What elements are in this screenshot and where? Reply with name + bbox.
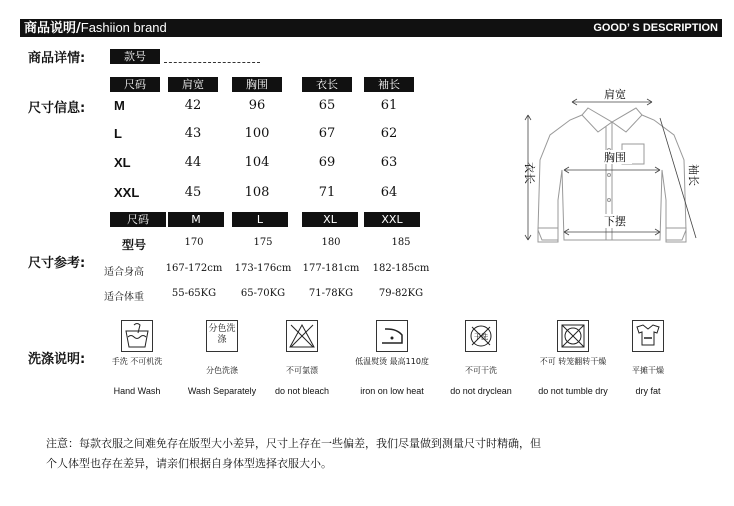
size-info-size: M [114,98,125,113]
no-tumble-dry-icon [558,321,588,351]
size-info-value: 67 [318,126,336,141]
size-info-header-cell: 衣长 [302,77,352,92]
size-ref-value: 182-185cm [372,263,430,274]
size-note [46,434,726,474]
size-ref-header-cell: 尺码 [110,212,166,227]
size-ref-value: 173-176cm [234,263,292,274]
wash-item-cn: 不可氯漂 [286,366,318,375]
wash-label: 洗涤说明: [28,352,86,367]
size-info-value: 63 [380,155,398,170]
size-ref-value: 71-78KG [308,288,354,299]
style-number-tag: 款号 [110,49,160,64]
size-ref-header-cell: M [168,212,224,227]
wash-item-cn: 手洗 不可机洗 [111,357,163,366]
hand-wash-icon [122,321,152,351]
size-info-value: 44 [184,155,202,170]
wash-icon-box [286,320,318,352]
wash-item-en: Hand Wash [113,386,161,396]
diagram-chest-label: 胸围 [604,151,626,164]
wash-item-en: iron on low heat [360,386,424,396]
diagram-shoulder-label: 肩宽 [604,88,626,101]
size-ref-row-label: 适合身高 [104,267,144,278]
wash-item-cn: 不可干洗 [465,366,497,375]
size-ref-value: 170 [184,237,204,248]
size-ref-label: 尺寸参考: [28,256,86,271]
size-info-value: 71 [318,185,336,200]
wash-item-cn: 分色洗涤 [206,366,238,375]
wash-item-en: Wash Separately [187,386,257,396]
size-ref-value: 167-172cm [165,263,223,274]
details-label: 商品详情: [28,51,86,66]
no-bleach-icon [287,321,317,351]
header-title-sep: / [76,21,81,36]
dry-flat-icon [633,321,663,351]
wash-item-cn: 不可 转笼翻转干燥 [539,357,607,366]
size-ref-value: 175 [253,237,273,248]
size-info-value: 108 [244,185,270,200]
no-dryclean-icon [466,321,496,351]
header-title [24,19,167,37]
iron-low-icon [377,321,407,351]
wash-item-en: do not tumble dry [538,386,608,396]
dryclean-icon-text: 干洗 [474,333,488,341]
size-info-value: 69 [318,155,336,170]
size-info-size: XL [114,155,131,170]
size-info-label: 尺寸信息: [28,101,86,116]
size-info-header-cell: 尺码 [110,77,160,92]
size-ref-row-label: 型号 [122,238,147,252]
size-ref-row-label: 适合体重 [104,292,144,303]
size-ref-value: 180 [321,237,341,248]
diagram-length-label: 衣长 [523,162,536,184]
wash-icon-box [376,320,408,352]
size-info-header-cell: 袖长 [364,77,414,92]
wash-icon-box [121,320,153,352]
wash-icon-box [557,320,589,352]
size-ref-value: 185 [391,237,411,248]
header-description: GOOD’ S DESCRIPTION [593,22,718,34]
size-info-value: 61 [380,98,398,113]
wash-item-en: do not dryclean [450,386,512,396]
wash-separately-icon: 分色洗涤 [208,324,236,345]
size-info-value: 42 [184,98,202,113]
size-info-value: 104 [244,155,270,170]
wash-item-en: dry fat [635,386,661,396]
size-note-line1: 注意：每款衣服之间难免存在版型大小差异，尺寸上存在一些偏差，我们尽量做到测量尺寸时精确，但 [46,437,541,450]
size-ref-header-cell: XXL [364,212,420,227]
size-info-value: 96 [248,98,266,113]
size-info-size: L [114,126,122,141]
size-info-header-cell: 肩宽 [168,77,218,92]
diagram-sleeve-label: 袖长 [687,164,700,186]
size-info-value: 62 [380,126,398,141]
wash-icon-box [465,320,497,352]
size-ref-value: 177-181cm [302,263,360,274]
shirt-measurement-diagram [510,80,720,260]
size-info-value: 45 [184,185,202,200]
size-ref-header-cell: XL [302,212,358,227]
size-ref-value: 65-70KG [240,288,286,299]
size-ref-header-cell: L [232,212,288,227]
wash-icon-box [632,320,664,352]
header-title-en: Fashiion brand [80,20,167,35]
size-info-value: 64 [380,185,398,200]
size-info-value: 65 [318,98,336,113]
size-ref-value: 79-82KG [378,288,424,299]
size-info-value: 43 [184,126,202,141]
size-info-header-cell: 胸围 [232,77,282,92]
size-info-value: 100 [244,126,270,141]
style-number-blank [164,62,260,63]
size-note-line2: 个人体型也存在差异，请亲们根据自身体型选择衣服大小。 [46,457,332,470]
size-info-size: XXL [114,185,140,200]
size-ref-value: 55-65KG [171,288,217,299]
wash-item-cn: 低温熨烫 最高110度 [355,357,429,366]
header-title-cn: 商品说明 [24,21,77,36]
wash-item-cn: 平摊干燥 [632,366,664,375]
wash-icon-box [206,320,238,352]
wash-item-en: do not bleach [274,386,330,396]
diagram-hem-label: 下摆 [604,215,626,228]
